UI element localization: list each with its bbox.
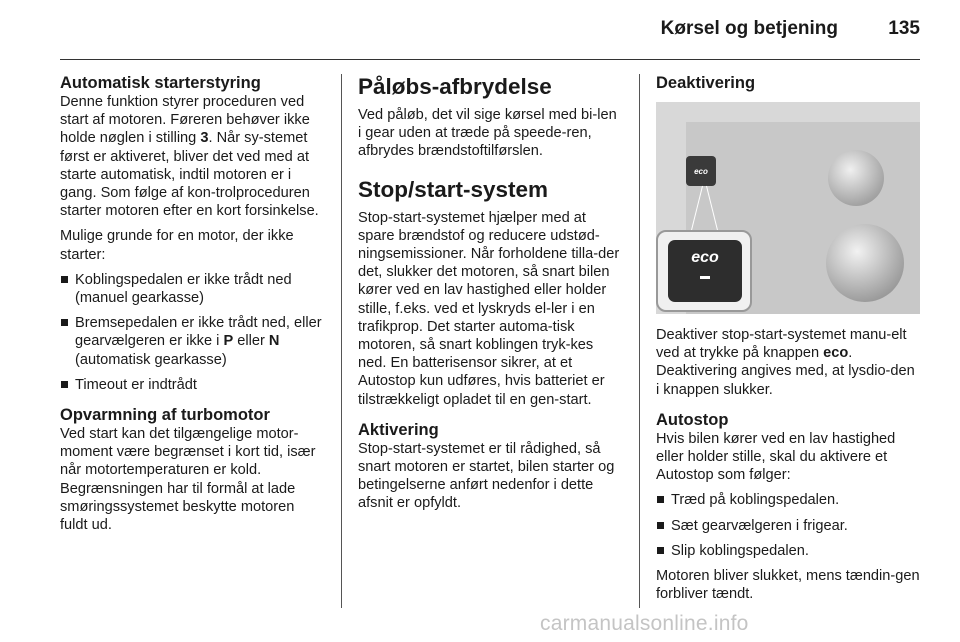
page-header-title: Kørsel og betjening — [660, 18, 838, 39]
page-header — [60, 16, 920, 60]
heading-autostop: Autostop — [656, 410, 729, 429]
eco-button-zoom — [656, 230, 752, 312]
paragraph: Hvis bilen kører ved en lav hastighed eller holder stille, skal du aktivere et Autostop som følger: — [656, 430, 896, 484]
paragraph: Denne funktion styrer proceduren ved start af motoren. Føreren behøver ikke holde nøglen i stilling 3. Når sy-stemet først er aktiveret, bliver det ved med at starte automatisk, indtil motoren er i gang. Som følge af kon-trolproceduren starter motoren efter en kort forsinkelse. — [60, 94, 319, 220]
bullet-item: Bremsepedalen er ikke trådt ned, eller gearvælgeren er ikke i P eller N (automatisk gearkasse) — [60, 314, 324, 369]
heading-opvarmning-af-turbomotor: Opvarmning af turbomotor — [60, 406, 270, 425]
eco-button-small: eco — [686, 156, 716, 186]
column-divider — [341, 74, 342, 608]
paragraph: Mulige grunde for en motor, der ikke starter: — [60, 228, 294, 263]
heading-aktivering: Aktivering — [358, 420, 439, 439]
column-middle — [358, 74, 622, 520]
eco-button-photo — [656, 102, 920, 314]
column-right — [656, 74, 922, 610]
bullet-item: Slip koblingspedalen. — [656, 542, 922, 560]
column-divider — [639, 74, 640, 608]
eco-button-large: eco — [668, 240, 742, 302]
bullet-item: Koblingspedalen er ikke trådt ned (manuel gearkasse) — [60, 271, 324, 307]
heading-stop-start-system: Stop/start-system — [358, 176, 549, 202]
bullet-item: Timeout er indtrådt — [60, 376, 324, 394]
paragraph: Ved påløb, det vil sige kørsel med bi-len i gear uden at træde på speede-ren, afbrydes brændstoftilførslen. — [358, 107, 617, 160]
bullet-item: Sæt gearvælgeren i frigear. — [656, 517, 922, 535]
paragraph: Ved start kan det tilgængelige motor-moment være begrænset i kort tid, især når motortemperaturen er kold. Begrænsningen har til formål at lade smøringssystemet beskytte motoren fuldt ud. — [60, 426, 316, 534]
column-left — [60, 74, 324, 541]
control-knob — [828, 150, 884, 206]
heading-palobs-afbrydelse: Påløbs-afbrydelse — [358, 74, 552, 99]
heading-deaktivering: Deaktivering — [656, 74, 756, 92]
paragraph: Deaktiver stop-start-systemet manu-elt ved at trykke på knappen eco. Deaktivering angives med, at lysdio-den i knappen slukker. — [656, 327, 915, 398]
bullet-item: Træd på koblingspedalen. — [656, 491, 922, 509]
paragraph: Stop-start-systemet er til rådighed, så snart motoren er startet, bilen starter og betingelserne anført nedenfor i dette afsnit er opfyldt. — [358, 440, 615, 512]
heading-automatisk-starterstyring: Automatisk starterstyring — [60, 74, 261, 92]
paragraph: Motoren bliver slukket, mens tændin-gen forbliver tændt. — [656, 568, 920, 603]
page-number: 135 — [888, 18, 920, 39]
watermark: carmanualsonline.info — [540, 612, 749, 635]
paragraph: Stop-start-systemet hjælper med at spare brændstof og reducere udstød-ningsemissioner. Når forholdene tilla-der det, slukker det motoren, så snart bilen kører ved en lav hastighed eller holder stille, f.eks. ved et lyskryds el-ler i en trafikprop. Det starter automa-tisk motoren, så snart koblingen tryk-kes ned. En batterisensor sikrer, at et Autostop kun udføres, hvis batteriet er tilstrækkeligt opladet til en gen-start. — [358, 209, 620, 408]
control-knob — [826, 224, 904, 302]
